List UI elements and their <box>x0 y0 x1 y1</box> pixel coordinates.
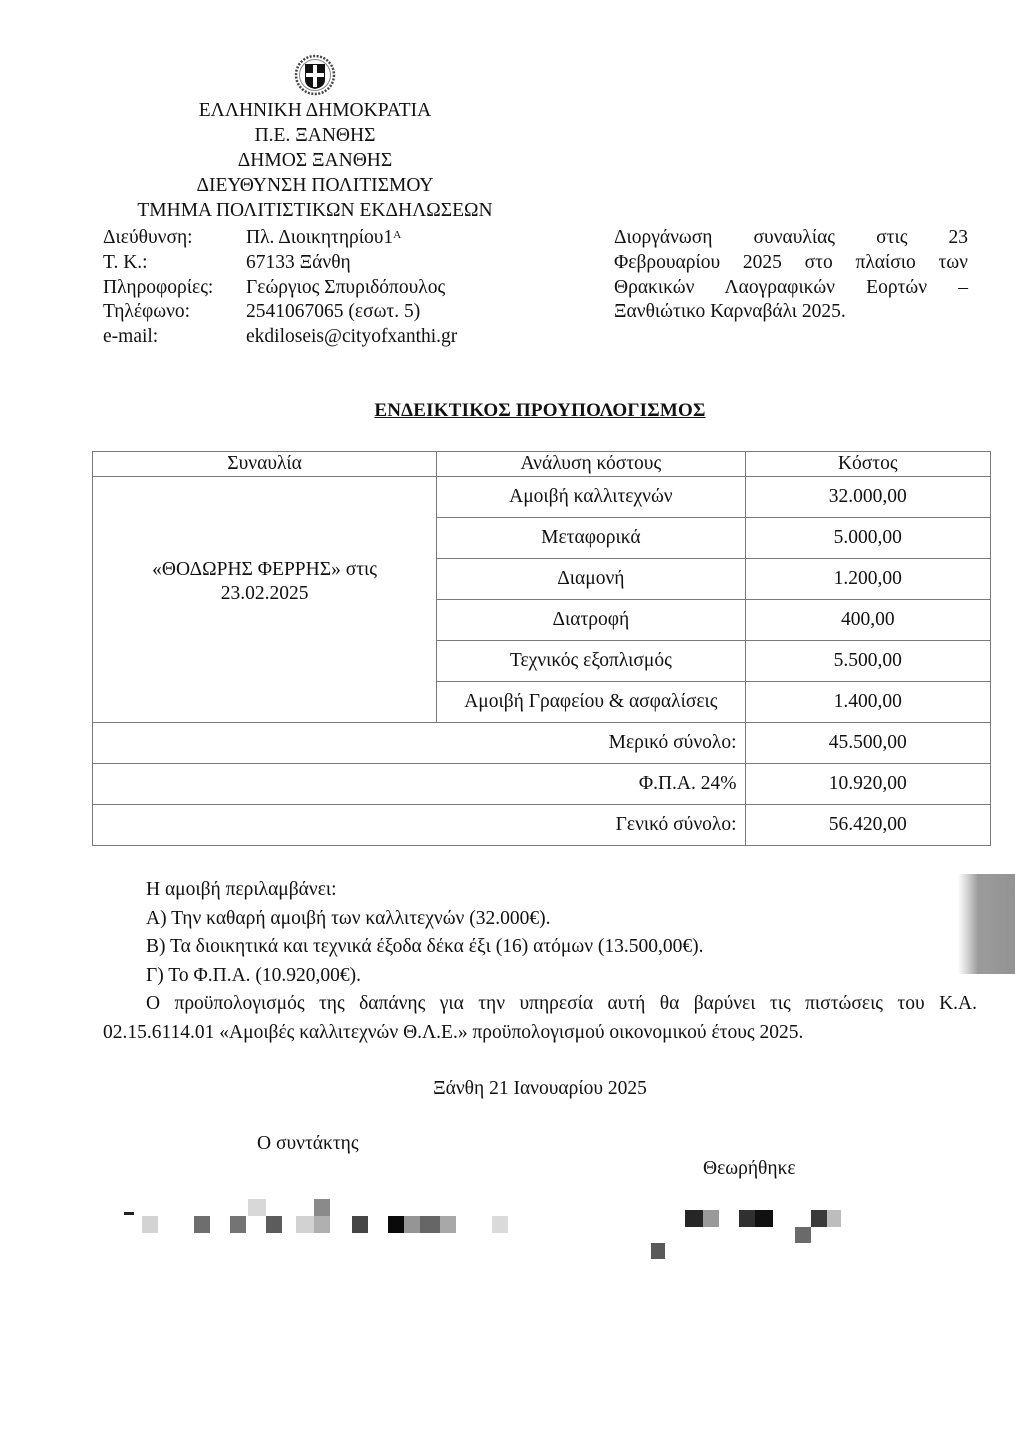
fee-item-c: Γ) Το Φ.Π.Α. (10.920,00€). <box>146 964 362 986</box>
postcode-value: 67133 Ξάνθη <box>246 251 351 273</box>
subject-line: Θρακικών Λαογραφικών Εορτών – <box>614 276 968 298</box>
cost-item-label: Αμοιβή Γραφείου & ασφαλίσεις <box>437 682 745 723</box>
scan-edge-shadow <box>958 874 1015 974</box>
header-line-municipality: ΔΗΜΟΣ ΞΑΝΘΗΣ <box>237 150 393 171</box>
author-label: Ο συντάκτης <box>257 1133 359 1154</box>
postcode-label: Τ. Κ.: <box>103 251 148 273</box>
cost-item-value: 1.400,00 <box>745 682 990 723</box>
budget-note-line2: 02.15.6114.01 «Αμοιβές καλλιτεχνών Θ.Λ.Ε.» προϋπολογισμού οικονομικού έτους 2025. <box>103 1021 804 1043</box>
cost-item-value: 5.500,00 <box>745 641 990 682</box>
fee-item-a: Α) Την καθαρή αμοιβή των καλλιτεχνών (32.000€). <box>146 907 551 929</box>
subtotal-value: 45.500,00 <box>745 723 990 764</box>
cost-item-value: 400,00 <box>745 600 990 641</box>
approved-label: Θεωρήθηκε <box>703 1158 796 1179</box>
concert-name: «ΘΟΔΩΡΗΣ ΦΕΡΡΗΣ» στις <box>152 558 378 580</box>
phone-value: 2541067065 (εσωτ. 5) <box>246 301 421 323</box>
concert-date: 23.02.2025 <box>220 582 309 604</box>
subject-line: Διοργάνωση συναυλίας στις 23 <box>614 227 968 248</box>
table-row <box>93 477 991 518</box>
cost-item-value: 5.000,00 <box>745 518 990 559</box>
total-value: 56.420,00 <box>745 805 990 846</box>
header-line-directorate: ΔΙΕΥΘΥΝΣΗ ΠΟΛΙΤΙΣΜΟΥ <box>196 175 434 196</box>
cost-item-label: Διαμονή <box>437 559 745 600</box>
info-value: Γεώργιος Σπυριδόπουλος <box>246 276 446 298</box>
header-concert: Συναυλία <box>93 452 437 477</box>
cost-item-label: Διατροφή <box>437 600 745 641</box>
cost-item-label: Τεχνικός εξοπλισμός <box>437 641 745 682</box>
table-header-row <box>93 452 991 477</box>
redacted-author-name <box>122 1196 522 1241</box>
cost-item-value: 32.000,00 <box>745 477 990 518</box>
redacted-approver-name <box>645 1205 855 1265</box>
contact-row-address <box>103 226 457 251</box>
vat-value: 10.920,00 <box>745 764 990 805</box>
place-date: Ξάνθη 21 Ιανουαρίου 2025 <box>433 1078 647 1099</box>
total-row <box>93 805 991 846</box>
cost-item-value: 1.200,00 <box>745 559 990 600</box>
info-label: Πληροφορίες: <box>103 276 214 298</box>
subtotal-row <box>93 723 991 764</box>
fee-item-b: Β) Τα διοικητικά και τεχνικά έξοδα δέκα έξι (16) ατόμων (13.500,00€). <box>146 936 704 958</box>
phone-label: Τηλέφωνο: <box>103 301 191 323</box>
budget-table <box>92 451 991 846</box>
email-value[interactable]: ekdiloseis@cityofxanthi.gr <box>246 326 458 348</box>
greek-coat-of-arms-icon <box>294 54 336 96</box>
body-text <box>103 876 977 1048</box>
subject-block <box>614 226 968 325</box>
vat-label: Φ.Π.Α. 24% <box>93 764 746 805</box>
header-line-country: ΕΛΛΗΝΙΚΗ ΔΗΜΟΚΡΑΤΙΑ <box>198 100 432 121</box>
cost-item-label: Αμοιβή καλλιτεχνών <box>437 477 745 518</box>
header-cost-breakdown: Ανάλυση κόστους <box>437 452 745 477</box>
header-line-department: ΤΜΗΜΑ ΠΟΛΙΤΙΣΤΙΚΩΝ ΕΚΔΗΛΩΣΕΩΝ <box>137 200 493 221</box>
subtotal-label: Μερικό σύνολο: <box>93 723 746 764</box>
email-label: e-mail: <box>103 326 159 348</box>
header-cost: Κόστος <box>745 452 990 477</box>
total-label: Γενικό σύνολο: <box>93 805 746 846</box>
contact-row-email <box>103 325 457 350</box>
budget-note-line1: Ο προϋπολογισμός της δαπάνης για την υπηρεσία αυτή θα βαρύνει τις πιστώσεις του Κ.Α. <box>146 993 977 1015</box>
cost-item-label: Μεταφορικά <box>437 518 745 559</box>
concert-cell <box>93 477 437 723</box>
issuer-header <box>90 98 540 223</box>
address-value: Πλ. $\Delta\iota o\iota\kappa\eta\tau\eta\rho ίo\upsilon 1^A$ <box>246 227 402 248</box>
contact-row-info <box>103 276 457 301</box>
address-superscript: Α <box>393 229 402 241</box>
address-label: Διεύθυνση: <box>103 227 193 248</box>
document-title: ΕΝΔΕΙΚΤΙΚΟΣ ΠΡΟΥΠΟΛΟΓΙΣΜΟΣ <box>374 400 706 421</box>
contact-row-postcode <box>103 251 457 276</box>
header-line-region: Π.Ε. ΞΑΝΘΗΣ <box>254 125 376 146</box>
contact-row-phone <box>103 300 457 325</box>
subject-line: Φεβρουαρίου 2025 στο πλαίσιο των <box>614 251 968 273</box>
subject-line: Ξανθιώτικο Καρναβάλι 2025. <box>614 301 846 323</box>
fee-intro: Η αμοιβή περιλαμβάνει: <box>146 879 337 900</box>
contact-block <box>103 226 457 350</box>
vat-row <box>93 764 991 805</box>
